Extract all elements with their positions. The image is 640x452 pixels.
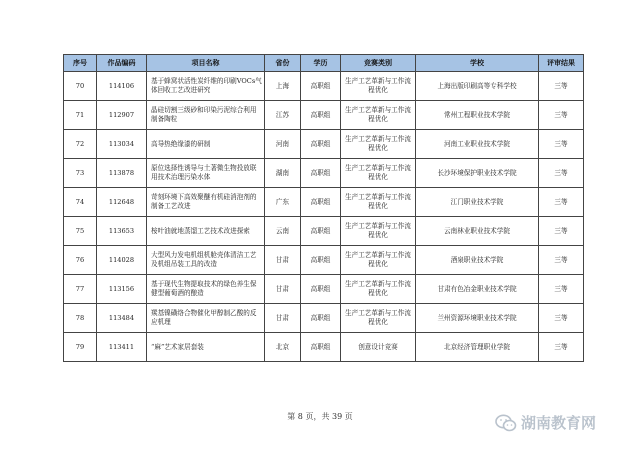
cell-province: 江苏 <box>265 101 301 130</box>
cell-code: 113156 <box>97 275 147 304</box>
cell-province: 甘肃 <box>265 246 301 275</box>
cell-number: 76 <box>64 246 97 275</box>
column-header: 竞赛类别 <box>341 55 416 72</box>
cell-category: 生产工艺革新与工作流程优化 <box>341 188 416 217</box>
cell-number: 70 <box>64 72 97 101</box>
cell-code: 114028 <box>97 246 147 275</box>
cell-number: 74 <box>64 188 97 217</box>
cell-number: 73 <box>64 159 97 188</box>
cell-school: 江门职业技术学院 <box>416 188 539 217</box>
cell-project-name: 桉叶油就地蒸馏工艺技术改进探索 <box>147 217 265 246</box>
cell-province: 甘肃 <box>265 304 301 333</box>
cell-code: 112648 <box>97 188 147 217</box>
column-header: 项目名称 <box>147 55 265 72</box>
cell-level: 高职组 <box>301 159 341 188</box>
table-row <box>64 159 584 188</box>
cell-number: 75 <box>64 217 97 246</box>
cell-code: 113034 <box>97 130 147 159</box>
table-row <box>64 101 584 130</box>
cell-result: 三等 <box>539 275 584 304</box>
cell-code: 113411 <box>97 333 147 362</box>
cell-school: 河南工业职业技术学院 <box>416 130 539 159</box>
cell-school: 云南林业职业技术学院 <box>416 217 539 246</box>
cell-category: 生产工艺革新与工作流程优化 <box>341 159 416 188</box>
wechat-icon <box>495 414 517 432</box>
table-row <box>64 130 584 159</box>
cell-province: 云南 <box>265 217 301 246</box>
cell-code: 113653 <box>97 217 147 246</box>
cell-result: 三等 <box>539 188 584 217</box>
watermark-text: 湖南教育网 <box>521 414 597 432</box>
cell-category: 生产工艺革新与工作流程优化 <box>341 304 416 333</box>
cell-province: 北京 <box>265 333 301 362</box>
cell-number: 72 <box>64 130 97 159</box>
cell-province: 上海 <box>265 72 301 101</box>
cell-level: 高职组 <box>301 217 341 246</box>
column-header: 省份 <box>265 55 301 72</box>
cell-school: 长沙环境保护职业技术学院 <box>416 159 539 188</box>
cell-category: 生产工艺革新与工作流程优化 <box>341 275 416 304</box>
cell-project-name: 大型风力发电机组机舱壳体清洁工艺及机组吊装工具的改造 <box>147 246 265 275</box>
cell-category: 生产工艺革新与工作流程优化 <box>341 130 416 159</box>
table-row <box>64 246 584 275</box>
cell-project-name: 高导热绝缘漆的研制 <box>147 130 265 159</box>
cell-category: 生产工艺革新与工作流程优化 <box>341 101 416 130</box>
page-number: 第 8 页，共 39 页 <box>287 412 353 421</box>
table-row <box>64 304 584 333</box>
table-row <box>64 217 584 246</box>
cell-level: 高职组 <box>301 304 341 333</box>
cell-level: 高职组 <box>301 275 341 304</box>
cell-school: 甘肃有色冶金职业技术学院 <box>416 275 539 304</box>
cell-number: 78 <box>64 304 97 333</box>
cell-school: 兰州资源环境职业技术学院 <box>416 304 539 333</box>
cell-level: 高职组 <box>301 188 341 217</box>
cell-level: 高职组 <box>301 246 341 275</box>
cell-level: 高职组 <box>301 130 341 159</box>
cell-school: 常州工程职业技术学院 <box>416 101 539 130</box>
table-row <box>64 333 584 362</box>
cell-project-name: 苛刻环境下高效聚醚有机硅消泡剂的制备工艺改进 <box>147 188 265 217</box>
cell-result: 三等 <box>539 333 584 362</box>
cell-project-name: 原位选择性诱导与土著微生物投放联用技术治理污染水体 <box>147 159 265 188</box>
cell-code: 113484 <box>97 304 147 333</box>
cell-category: 生产工艺革新与工作流程优化 <box>341 217 416 246</box>
column-header: 作品编码 <box>97 55 147 72</box>
cell-result: 三等 <box>539 217 584 246</box>
cell-level: 高职组 <box>301 101 341 130</box>
cell-province: 湖南 <box>265 159 301 188</box>
cell-province: 河南 <box>265 130 301 159</box>
cell-project-name: 晶硅切割三级砂和印染污泥综合利用制备陶粒 <box>147 101 265 130</box>
cell-category: 生产工艺革新与工作流程优化 <box>341 72 416 101</box>
cell-project-name: 基于现代生物提取技术的绿色养生保健型葡萄酒的酿造 <box>147 275 265 304</box>
column-header: 学历 <box>301 55 341 72</box>
cell-result: 三等 <box>539 72 584 101</box>
cell-number: 79 <box>64 333 97 362</box>
cell-number: 71 <box>64 101 97 130</box>
cell-result: 三等 <box>539 101 584 130</box>
cell-code: 114106 <box>97 72 147 101</box>
cell-result: 三等 <box>539 130 584 159</box>
table-header-row <box>64 55 584 72</box>
cell-result: 三等 <box>539 246 584 275</box>
cell-result: 三等 <box>539 159 584 188</box>
cell-level: 高职组 <box>301 333 341 362</box>
table-row <box>64 188 584 217</box>
cell-level: 高职组 <box>301 72 341 101</box>
cell-province: 甘肃 <box>265 275 301 304</box>
cell-school: 北京经济管理职业学院 <box>416 333 539 362</box>
column-header: 评审结果 <box>539 55 584 72</box>
cell-code: 112907 <box>97 101 147 130</box>
watermark <box>495 412 596 433</box>
cell-category: 生产工艺革新与工作流程优化 <box>341 246 416 275</box>
cell-code: 113878 <box>97 159 147 188</box>
column-header: 学校 <box>416 55 539 72</box>
column-header: 序号 <box>64 55 97 72</box>
cell-project-name: 羰基镍磺络合物催化甲醇制乙酸的反应机理 <box>147 304 265 333</box>
cell-number: 77 <box>64 275 97 304</box>
awards-table <box>63 54 584 362</box>
cell-school: 酒泉职业技术学院 <box>416 246 539 275</box>
cell-project-name: “麻”艺术家居套装 <box>147 333 265 362</box>
cell-result: 三等 <box>539 304 584 333</box>
cell-project-name: 基于蜂窝状活性炭纤维的印刷VOCs气体回收工艺改进研究 <box>147 72 265 101</box>
cell-school: 上海出版印刷高等专科学校 <box>416 72 539 101</box>
cell-province: 广东 <box>265 188 301 217</box>
table-row <box>64 72 584 101</box>
cell-category: 创意设计竞赛 <box>341 333 416 362</box>
table-row <box>64 275 584 304</box>
